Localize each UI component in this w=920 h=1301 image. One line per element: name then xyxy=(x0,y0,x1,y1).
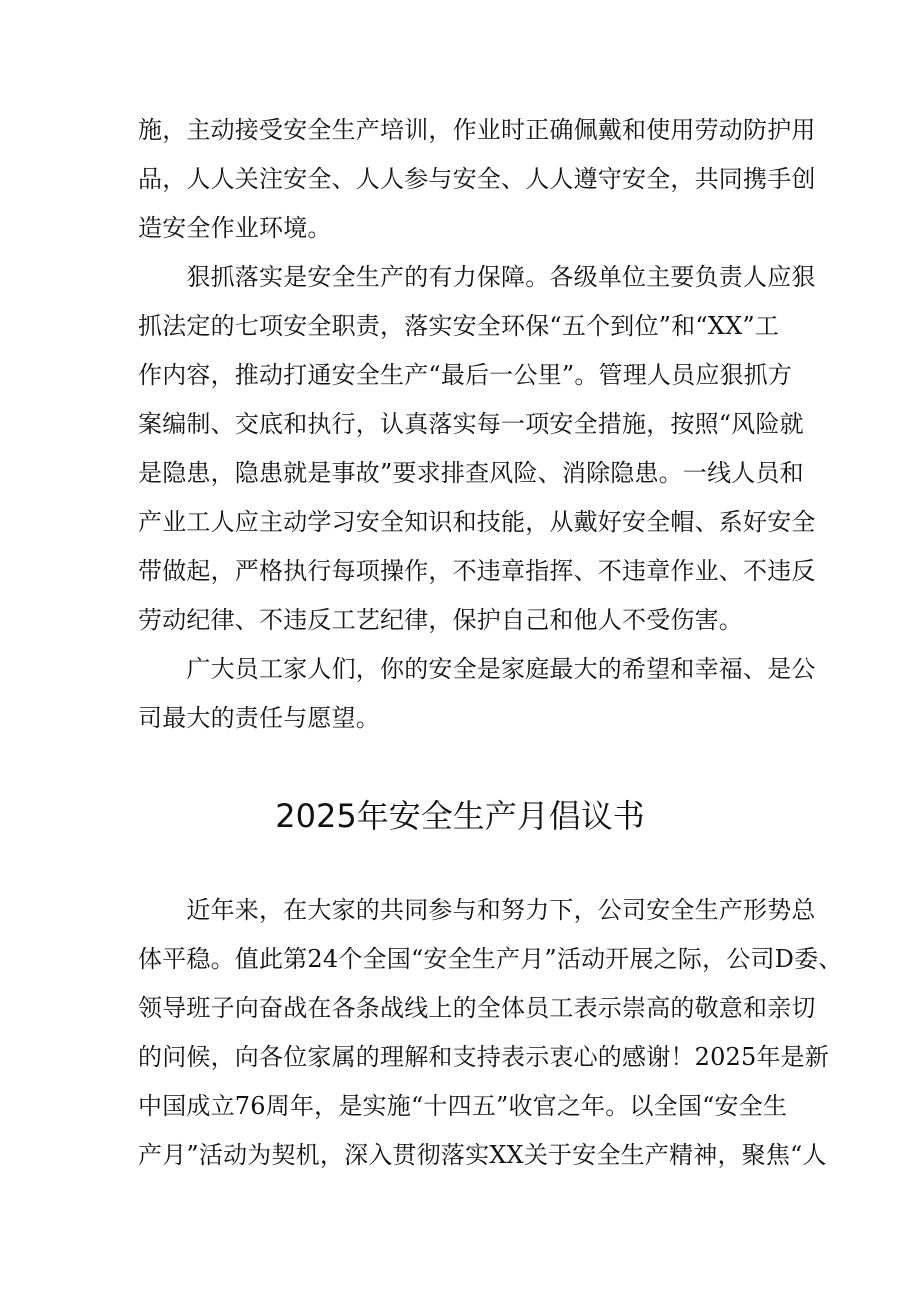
text-line: 造安全作业环境。 xyxy=(138,214,332,242)
body-text-top xyxy=(138,106,816,743)
text-line: 体平稳。值此第24个全国“安全生产月”活动开展之际，公司D委、 xyxy=(138,945,843,973)
text-line: 作内容，推动打通安全生产“最后一公里”。管理人员应狠抓方 xyxy=(138,361,793,389)
text-line: 产业工人应主动学习安全知识和技能，从戴好安全帽、系好安全 xyxy=(138,508,816,536)
text-line: 劳动纪律、不违反工艺纪律，保护自己和他人不受伤害。 xyxy=(138,606,743,634)
text-line: 是隐患，隐患就是事故”要求排查风险、消除隐患。一线人员和 xyxy=(138,459,804,487)
text-line: 广大员工家人们，你的安全是家庭最大的希望和幸福、是公 xyxy=(138,655,816,683)
text-line: 案编制、交底和执行，认真落实每一项安全措施，按照“风险就 xyxy=(138,410,804,438)
document-title: 2025年安全生产月倡议书 xyxy=(275,797,645,835)
text-line: 近年来，在大家的共同参与和努力下，公司安全生产形势总 xyxy=(138,896,816,924)
text-line: 带做起，严格执行每项操作，不违章指挥、不违章作业、不违反 xyxy=(138,557,816,585)
text-line: 的问候，向各位家属的理解和支持表示衷心的感谢！2025年是新 xyxy=(138,1043,830,1071)
text-line: 领导班子向奋战在各条战线上的全体员工表示崇高的敬意和亲切 xyxy=(138,994,816,1022)
text-line: 品，人人关注安全、人人参与安全、人人遵守安全，共同携手创 xyxy=(138,165,816,193)
text-line: 司最大的责任与愿望。 xyxy=(138,704,380,732)
text-line: 产月”活动为契机，深入贯彻落实XX关于安全生产精神，聚焦“人 xyxy=(138,1141,827,1169)
text-line: 中国成立76周年，是实施“十四五”收官之年。以全国“安全生 xyxy=(138,1092,788,1120)
body-text-bottom xyxy=(138,886,843,1180)
text-line: 抓法定的七项安全职责，落实安全环保“五个到位”和“XX”工 xyxy=(138,312,780,340)
text-line: 施，主动接受安全生产培训，作业时正确佩戴和使用劳动防护用 xyxy=(138,116,816,144)
text-line: 狠抓落实是安全生产的有力保障。各级单位主要负责人应狠 xyxy=(138,263,816,291)
